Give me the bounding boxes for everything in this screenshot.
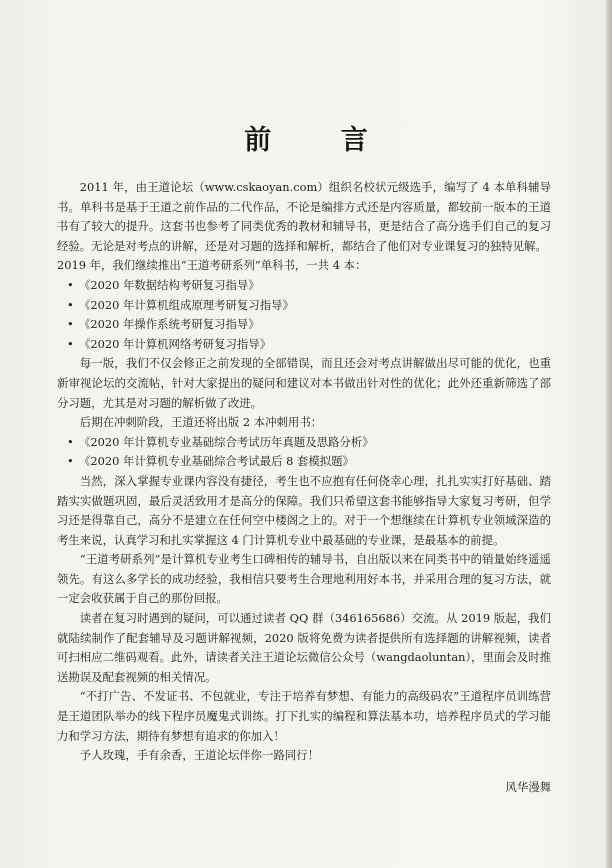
sprint-paragraph: 后期在冲刺阶段，王道还将出版 2 本冲刺用书： — [79, 415, 323, 430]
list-item: • 《2020 年计算机专业基础综合考试历年真题及思路分析》 — [57, 433, 551, 453]
revision-paragraph: 每一版，我们不仅会修正之前发现的全部错误，而且还会对考点讲解做出尽可能的优化，也重新审视论坛的交流帖，针对大家提出的疑问和建议对本书做出针对性的优化；此外还重新筛选了部分习题，尤其是对习题的解析做了改进。 — [57, 356, 551, 410]
coder-camp-paragraph: “不打广告、不发证书、不包就业，专注于培养有梦想、有能力的高级码农”王道程序员训练营是王道团队举办的线下程序员魔鬼式训练。打下扎实的编程和算法基本功，培养程序员式的学习能力和学习方法，期待有梦想有追求的你加入！ — [57, 689, 551, 743]
bullet-icon: • — [67, 277, 74, 292]
author-signature: 风华漫舞 — [505, 779, 551, 794]
bullet-icon: • — [67, 454, 74, 469]
bullet-icon: • — [67, 434, 74, 449]
intro-paragraph: 2011 年，由王道论坛（www.cskaoyan.com）组织名校状元级选手，编写了 4 本单科辅导书。单科书是基于王道之前作品的二代作品，不论是编排方式还是内容质量，都较前一版本的王道书有了较大的提升。这套书也参考了同类优秀的教材和辅导书，更是结合了高分选手们自己的复习经验。无论是对考点的讲解，还是对习题的选择和解析，都结合了他们对专业课复习的独特见解。 — [57, 180, 551, 253]
list-item: • 《2020 年操作系统考研复习指导》 — [57, 315, 551, 335]
list-item: • 《2020 年计算机网络考研复习指导》 — [57, 335, 551, 355]
qq-group-paragraph: 读者在复习时遇到的疑问，可以通过读者 QQ 群（346165686）交流。从 2019 版起，我们就陆续制作了配套辅导及习题讲解视频，2020 版将免费为读者提供所有选择题的讲解视频，读者可扫相应二维码观看。此外，请读者关注王道论坛微信公众号（wangdaoluntan），里面会及时推送勘误及配套视频的相关情况。 — [57, 611, 551, 684]
sprint-book-list — [57, 433, 551, 472]
bullet-icon: • — [67, 297, 74, 312]
page-title: 前 言 — [244, 125, 398, 156]
bullet-icon: • — [67, 317, 74, 332]
closing-paragraph: 予人玫瑰，手有余香，王道论坛伴你一路同行！ — [79, 748, 320, 763]
list-item: • 《2020 年数据结构考研复习指导》 — [57, 276, 551, 296]
list-item: • 《2020 年计算机专业基础综合考试最后 8 套模拟题》 — [57, 452, 551, 472]
book-list — [57, 276, 551, 354]
advice-paragraph: 当然，深入掌握专业课内容没有捷径，考生也不应抱有任何侥幸心理，扎扎实实打好基础、踏踏实实做题巩固，最后灵活致用才是高分的保障。我们只希望这套书能够指导大家复习考研，但学习还是得靠自己，高分不是建立在任何空中楼阁之上的。对于一个想继续在计算机专业领域深造的考生来说，认真学习和扎实掌握这 4 门计算机专业中最基础的专业课，是最基本的前提。 — [57, 473, 551, 547]
preface-body — [57, 178, 551, 797]
intro-series-line: 2019 年，我们继续推出“王道考研系列”单科书，一共 4 本： — [57, 258, 367, 273]
bullet-icon: • — [67, 336, 74, 351]
series-paragraph: “王道考研系列”是计算机专业考生口碑相传的辅导书，自出版以来在同类书中的销量始终遥遥领先。有这么多学长的成功经验，我相信只要考生合理地利用好本书，并采用合理的复习方法，就一定会收获属于自己的那份回报。 — [57, 552, 551, 606]
list-item: • 《2020 年计算机组成原理考研复习指导》 — [57, 296, 551, 316]
